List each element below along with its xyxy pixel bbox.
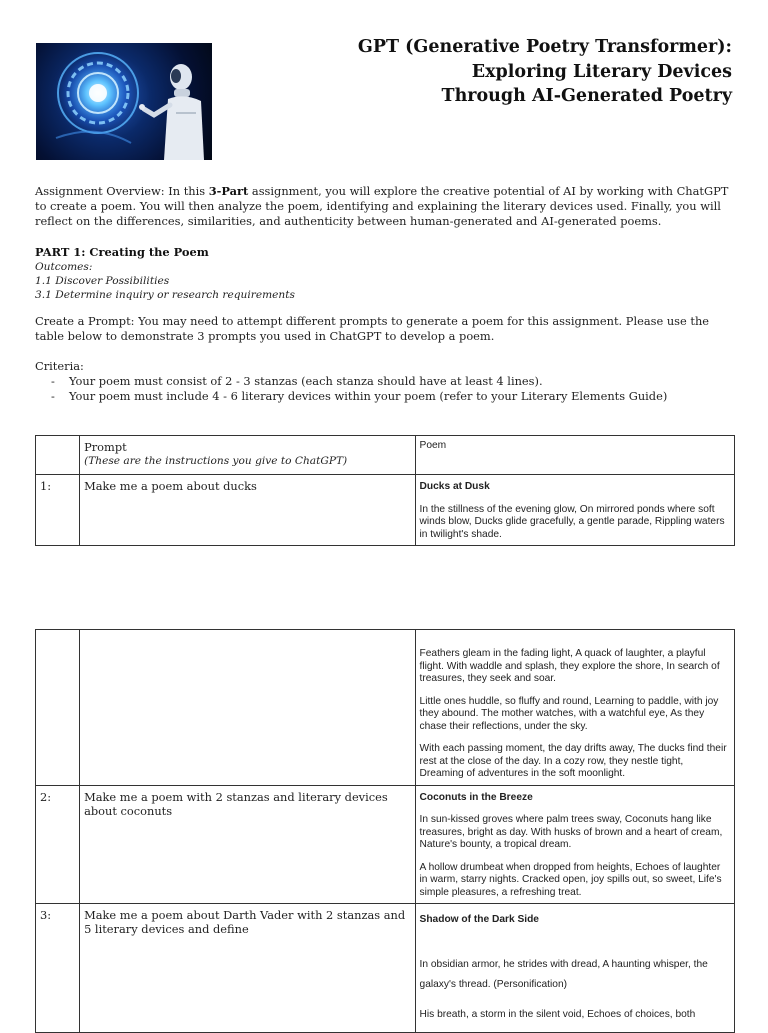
row-prompt: Make me a poem with 2 stanzas and literary devices about coconuts — [80, 785, 415, 904]
criteria-item: - Your poem must consist of 2 - 3 stanzas (each stanza should have at least 4 lines). — [35, 374, 735, 389]
document-title — [358, 35, 732, 109]
criteria-label: Criteria: — [35, 359, 84, 373]
row-prompt: Make me a poem about ducks — [80, 475, 415, 546]
part1-heading: PART 1: Creating the Poem — [35, 245, 209, 259]
outcome-item: 3.1 Determine inquiry or research requirements — [35, 289, 295, 301]
header-prompt-sublabel: (These are the instructions you give to ChatGPT) — [84, 455, 348, 467]
row-number-continued — [36, 630, 80, 786]
poem-title: Shadow of the Dark Side — [419, 914, 539, 925]
prompts-table-page1 — [35, 435, 735, 546]
table-row — [36, 904, 735, 1033]
row-poem — [415, 475, 734, 546]
robot-portal-illustration — [36, 43, 212, 160]
row-number: 2: — [36, 785, 80, 904]
poem-stanza: With each passing moment, the day drifts away, The ducks find their rest at the close of the day. In a cozy row, they nestle tight, Dreaming of adventures in the soft moonlight. — [419, 743, 727, 779]
prompts-table-page2 — [35, 629, 735, 1033]
row-number: 3: — [36, 904, 80, 1033]
overview-lead: Assignment Overview: In this — [35, 184, 209, 198]
poem-stanza: Little ones huddle, so fluffy and round, Learning to paddle, with joy they abound. The mother watches, with a watchful eye, As they chase their reflections, under the sky. — [419, 695, 719, 732]
overview-rest: assignment, you will explore the creative potential of AI by working with ChatGPT to create a poem. You will then analyze the poem, identifying and explaining the literary devices used. Finally, you will reflect on the differences, similarities, and authenticity between human-generated and AI-generated poems. — [35, 184, 729, 228]
table-row — [36, 785, 735, 904]
table-row — [36, 630, 735, 786]
row-prompt-continued — [80, 630, 415, 786]
poem-line: His breath, a storm in the silent void, Echoes of choices, both — [419, 1008, 696, 1020]
header-prompt-cell — [80, 436, 415, 475]
title-line-1: GPT (Generative Poetry Transformer): — [357, 37, 732, 57]
poem-title: Coconuts in the Breeze — [419, 791, 533, 803]
row-poem — [415, 904, 734, 1033]
overview-bold: 3-Part — [208, 184, 249, 198]
header-poem-cell: Poem — [415, 436, 734, 475]
table-row — [36, 475, 735, 546]
title-line-3: Through AI-Generated Poetry — [441, 86, 732, 106]
outcome-item: 1.1 Discover Possibilities — [35, 275, 170, 287]
poem-line: In obsidian armor, he strides with dread, A haunting whisper, the galaxy's thread. (Personification) — [419, 958, 708, 990]
assignment-overview — [35, 184, 735, 229]
criteria-section — [35, 359, 735, 404]
row-number: 1: — [36, 475, 80, 546]
row-poem — [415, 785, 734, 904]
criteria-list — [35, 374, 735, 404]
poem-stanza: In sun-kissed groves where palm trees sway, Coconuts hang like treasures, bright as day. With husks of brown and a heart of cream, Nature's bounty, a tropical dream. — [419, 814, 723, 850]
header-number-cell — [36, 436, 80, 475]
poem-title: Ducks at Dusk — [419, 481, 490, 492]
create-prompt-instructions: Create a Prompt: You may need to attempt different prompts to generate a poem for this assignment. Please use the table below to demonstrate 3 prompts you used in ChatGPT to develop a poem. — [35, 314, 710, 343]
header-prompt-label: Prompt — [84, 440, 127, 454]
poem-stanza: A hollow drumbeat when dropped from heights, Echoes of laughter in warm, starry nights. Cracked open, joy spills out, so sweet, Life's simple pleasures, a refreshing treat. — [419, 861, 722, 898]
row-poem-continued — [415, 630, 734, 786]
row-prompt: Make me a poem about Darth Vader with 2 stanzas and 5 literary devices and define — [80, 904, 415, 1033]
part1-section — [35, 245, 735, 302]
table-header-row — [36, 436, 735, 475]
poem-stanza: In the stillness of the evening glow, On mirrored ponds where soft winds blow, Ducks glide gracefully, a gentle parade, Rippling waters in twilight's shade. — [419, 503, 725, 540]
criteria-item: - Your poem must include 4 - 6 literary devices within your poem (refer to your Literary Elements Guide) — [35, 389, 735, 404]
hero-ai-robot-image — [36, 43, 212, 160]
poem-stanza: Feathers gleam in the fading light, A quack of laughter, a playful flight. With waddle and splash, they explore the shore, In search of treasures, they seek and soar. — [419, 648, 720, 684]
outcomes-label: Outcomes: — [35, 261, 93, 273]
title-line-2: Exploring Literary Devices — [471, 61, 732, 82]
